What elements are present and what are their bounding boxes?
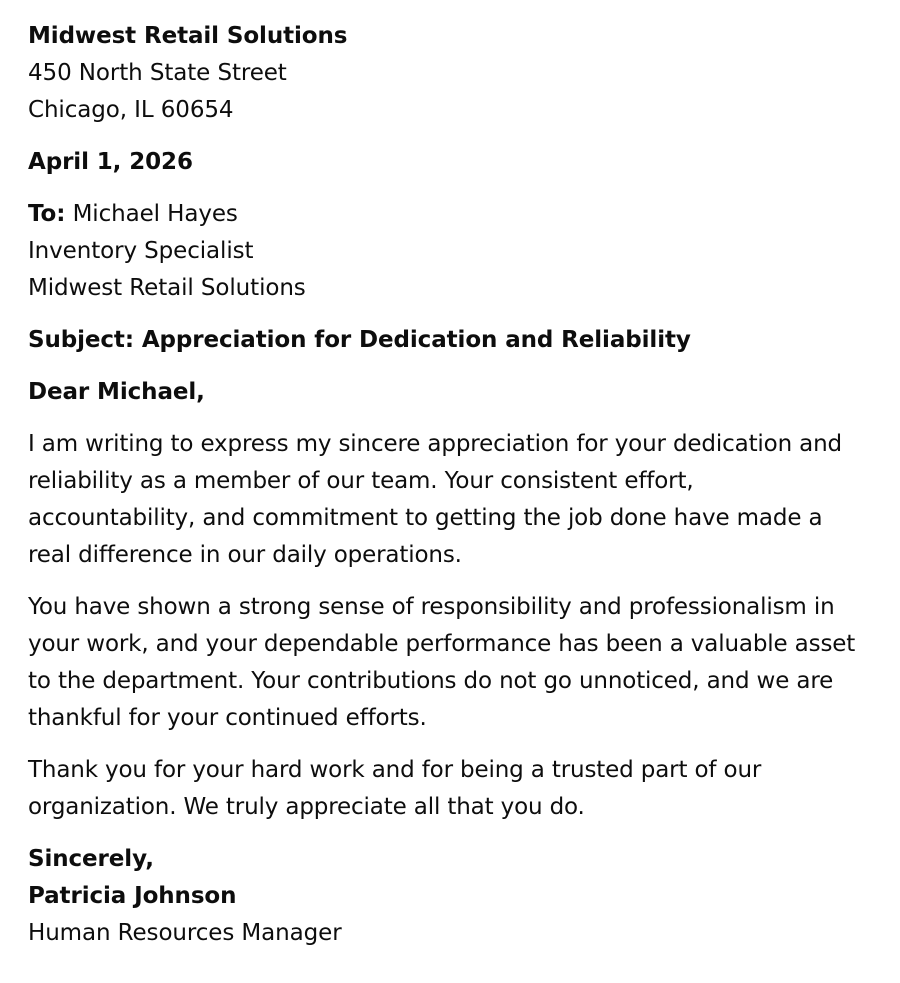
recipient-company: Midwest Retail Solutions xyxy=(28,275,306,301)
signature-closing: Sincerely, xyxy=(28,846,154,872)
subject-block xyxy=(28,322,865,359)
letter-date: April 1, 2026 xyxy=(28,149,193,175)
letter-date-block xyxy=(28,144,865,181)
body-paragraph-1: I am writing to express my sincere appreciation for your dedication and reliability as a member of our team. Your consistent effort, accountability, and commitment to getting the job done have made a real difference in our daily operations. xyxy=(28,431,843,568)
recipient-title: Inventory Specialist xyxy=(28,238,254,264)
body-paragraph-2: You have shown a strong sense of responsibility and professionalism in your work, and your dependable performance has been a valuable asset to the department. Your contributions do not go unnoticed, and we are thankful for your continued efforts. xyxy=(28,594,856,731)
signature-name: Patricia Johnson xyxy=(28,883,237,909)
signature-title: Human Resources Manager xyxy=(28,920,342,946)
letterhead-company: Midwest Retail Solutions xyxy=(28,23,348,49)
recipient-name: Michael Hayes xyxy=(72,201,238,227)
recipient-block xyxy=(28,196,865,307)
recipient-to-label: To: xyxy=(28,201,66,227)
letterhead-city-state-zip: Chicago, IL 60654 xyxy=(28,97,234,123)
letterhead xyxy=(28,18,865,129)
body-paragraph-3: Thank you for your hard work and for being a trusted part of our organization. We truly appreciate all that you do. xyxy=(28,757,762,820)
recipient-name-line xyxy=(28,196,865,233)
subject-line: Subject: Appreciation for Dedication and Reliability xyxy=(28,327,691,353)
signature-block xyxy=(28,841,865,952)
greeting-block xyxy=(28,374,865,411)
letterhead-street: 450 North State Street xyxy=(28,60,287,86)
greeting: Dear Michael, xyxy=(28,379,205,405)
